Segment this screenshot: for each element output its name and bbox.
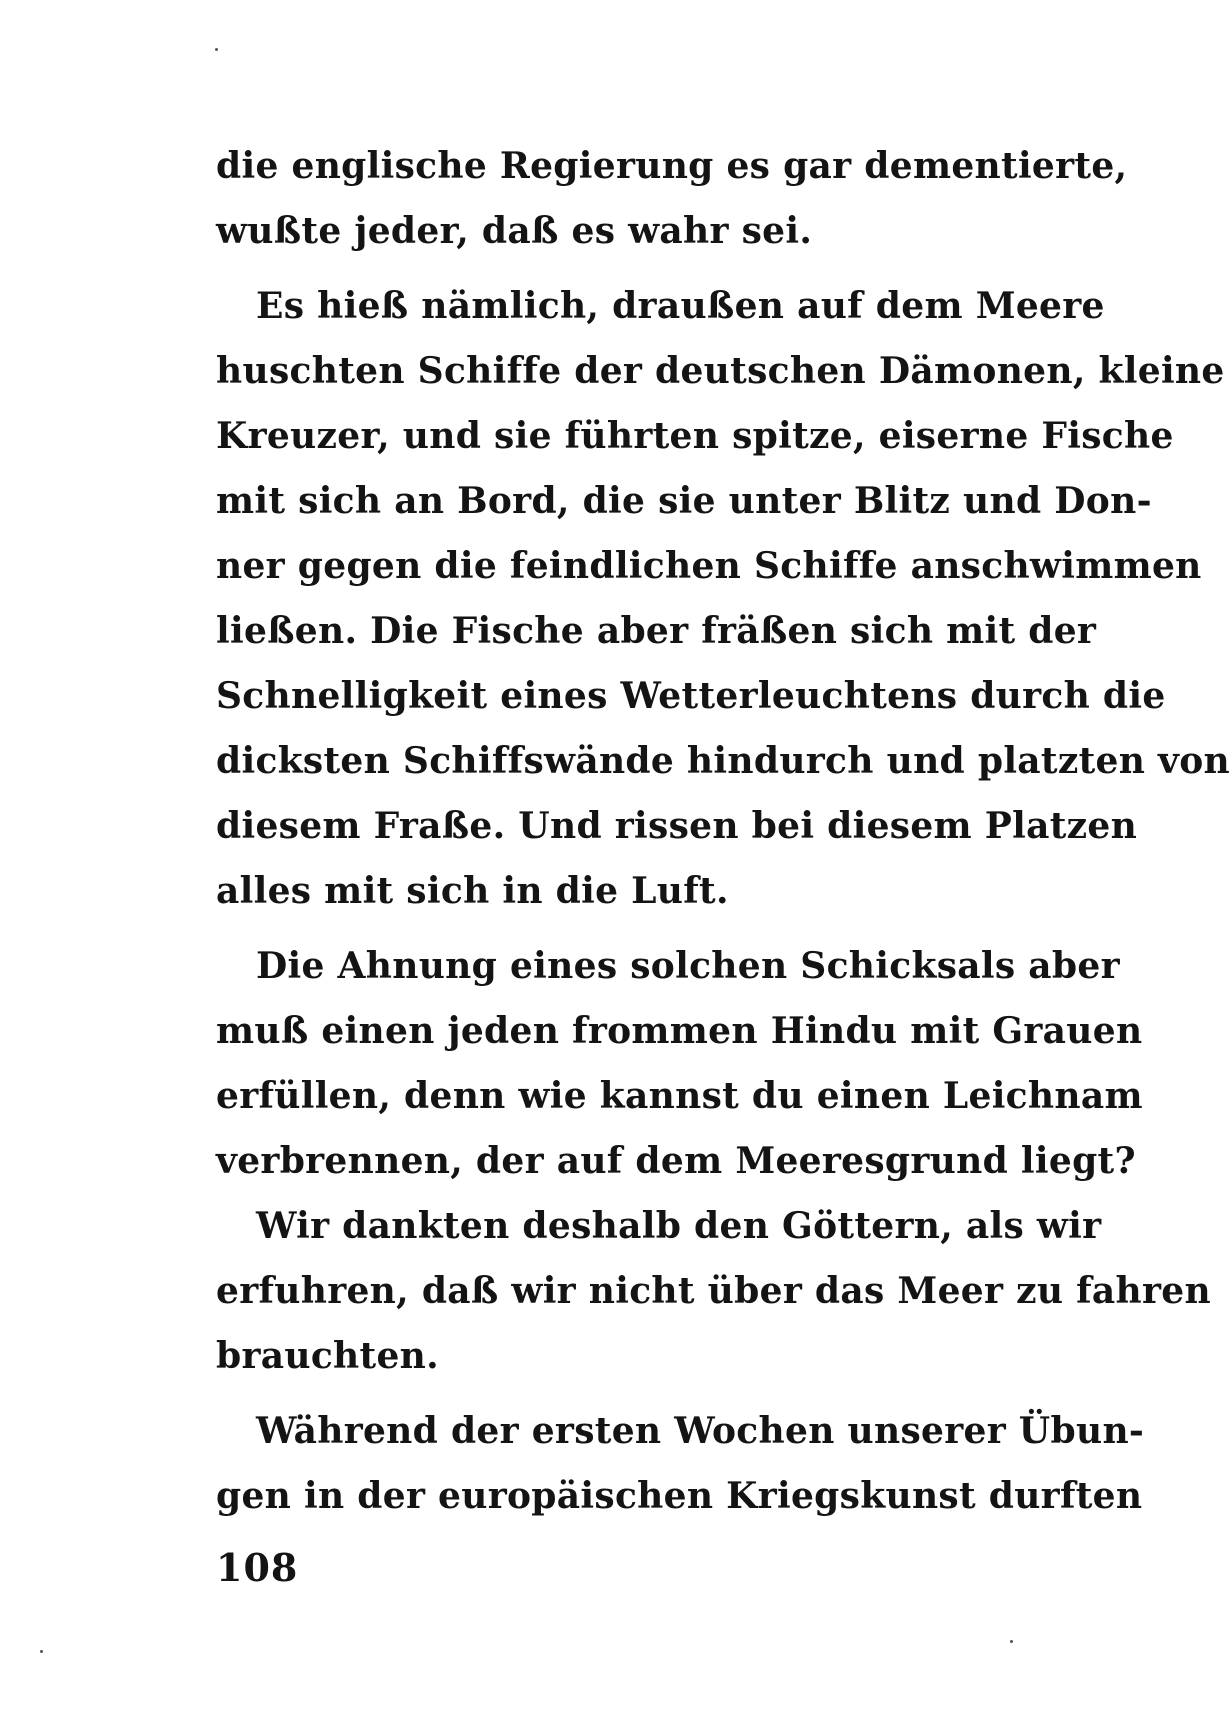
text-line: brauchten. — [216, 1335, 439, 1377]
text-line: alles mit sich in die Luft. — [216, 870, 729, 912]
text-line: Es hieß nämlich, draußen auf dem Meere — [256, 285, 1105, 327]
paper-speck — [40, 1650, 43, 1653]
text-line: diesem Fraße. Und rissen bei diesem Platzen — [216, 805, 1138, 847]
text-line: erfuhren, daß wir nicht über das Meer zu fahren — [216, 1270, 1211, 1312]
text-line: Die Ahnung eines solchen Schicksals aber — [256, 945, 1120, 987]
text-line: wußte jeder, daß es wahr sei. — [216, 210, 813, 252]
text-line: Während der ersten Wochen unserer Übun- — [256, 1410, 1145, 1452]
paper-speck — [215, 48, 218, 51]
text-line: dicksten Schiffswände hindurch und platzten von — [216, 740, 1231, 782]
text-line: ließen. Die Fische aber fräßen sich mit der — [216, 610, 1097, 652]
text-line: die englische Regierung es gar dementierte, — [216, 145, 1128, 187]
text-line: Wir dankten deshalb den Göttern, als wir — [256, 1205, 1102, 1247]
text-line: Schnelligkeit eines Wetterleuchtens durch die — [216, 675, 1166, 717]
paragraph — [216, 1194, 1211, 1389]
paragraph — [216, 274, 1231, 924]
page-number: 108 — [216, 1545, 299, 1590]
paragraph — [216, 1399, 1145, 1529]
paragraph — [216, 934, 1143, 1194]
paper-speck — [1010, 1640, 1013, 1643]
body-text — [216, 134, 1231, 1529]
text-line: gen in der europäischen Kriegskunst durften — [216, 1475, 1143, 1517]
text-line: Kreuzer, und sie führten spitze, eiserne Fische — [216, 415, 1174, 457]
text-line: erfüllen, denn wie kannst du einen Leichnam — [216, 1075, 1143, 1117]
paragraph — [216, 134, 1128, 264]
text-line: ner gegen die feindlichen Schiffe anschwimmen — [216, 545, 1202, 587]
text-line: mit sich an Bord, die sie unter Blitz und Don- — [216, 480, 1152, 522]
text-line: verbrennen, der auf dem Meeresgrund liegt? — [216, 1140, 1136, 1182]
text-line: muß einen jeden frommen Hindu mit Grauen — [216, 1010, 1143, 1052]
text-line: huschten Schiffe der deutschen Dämonen, kleine — [216, 350, 1225, 392]
